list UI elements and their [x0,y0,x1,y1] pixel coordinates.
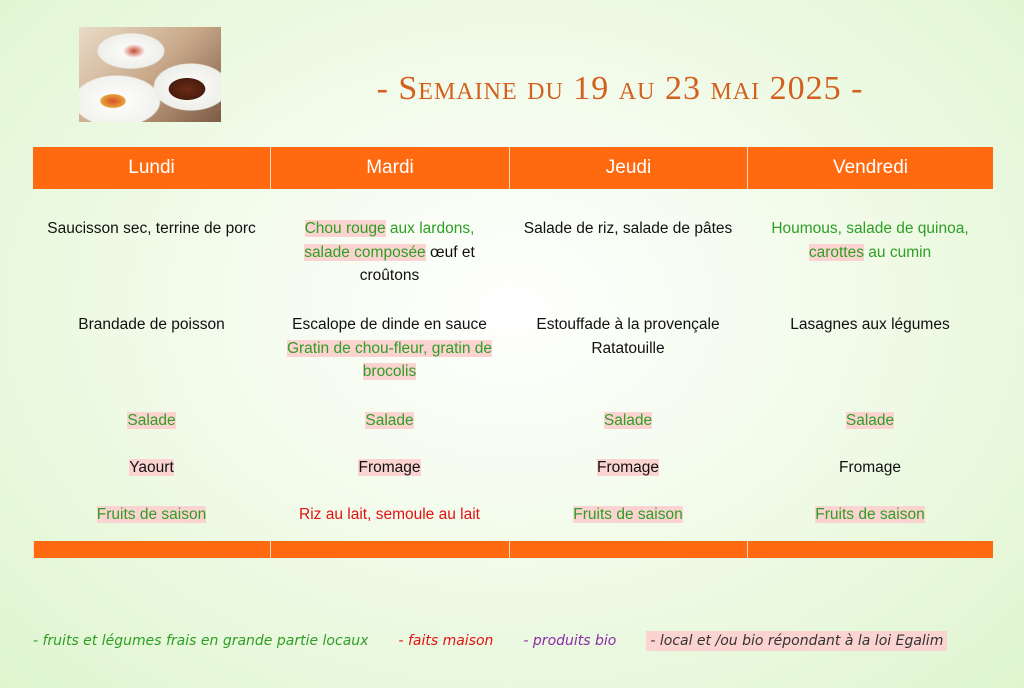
day-header-lundi: Lundi [33,147,270,189]
page-title: - Semaine du 19 au 23 mai 2025 - [376,70,864,107]
footer-bar-segment [270,541,509,558]
dairy-cell [597,456,659,503]
legend [33,628,993,654]
salad-text: Salade [603,412,653,429]
salad-text: Salade [127,412,176,429]
main-course-text: Lasagnes aux légumes [790,316,950,333]
main-course-text-2: Gratin de chou-fleur, gratin de brocolis [286,339,493,380]
dairy-text: Fromage [838,459,902,476]
dairy-text: Fromage [596,459,660,476]
dairy-cell [839,456,901,503]
dairy-cell [358,456,420,503]
starter-text-2: carottes [808,243,864,261]
main-course-text-1: Escalope de dinde en sauce [292,316,487,333]
starter-cell [47,189,256,313]
day-header-jeudi: Jeudi [509,147,747,189]
starter-text: Salade de riz, salade de pâtes [523,220,733,237]
salad-cell [604,409,652,456]
starter-cell [276,189,503,313]
main-course-text-2: Ratatouille [591,339,665,357]
main-course-cell [276,313,503,409]
legend-local-produce: - fruits et légumes frais en grande partie locaux [33,633,369,649]
dessert-cell [573,503,682,541]
menu-column-mardi [270,189,509,541]
menu-table [33,147,993,558]
day-header-vendredi: Vendredi [747,147,993,189]
day-header-mardi: Mardi [270,147,509,189]
menu-column-vendredi [747,189,993,541]
legend-egalim: - local et /ou bio répondant à la loi Egalim [646,631,947,651]
starter-cell [771,189,968,313]
dessert-cell [299,503,480,541]
footer-bar-segment [33,541,270,558]
main-course-cell [536,313,719,409]
starter-text-3: au cumin [863,243,932,261]
starter-text-1: Houmous, salade de quinoa, [771,220,969,237]
dairy-text: Fromage [358,459,421,476]
salad-cell [127,409,175,456]
salad-cell [846,409,894,456]
salad-cell [365,409,413,456]
dessert-cell [97,503,206,541]
main-course-cell [78,313,225,409]
footer-bar-segment [747,541,993,558]
legend-organic: - produits bio [523,633,617,649]
dairy-cell [129,456,174,503]
footer-bar-segment [509,541,747,558]
starter-text-3: salade composée [304,243,426,261]
menu-column-lundi [33,189,270,541]
starter-text-2: aux lardons, [385,220,475,237]
salad-text: Salade [845,412,895,429]
food-plates-photo [79,27,221,122]
starter-text-4: œuf et croûtons [359,243,475,284]
dessert-text: Fruits de saison [815,506,925,523]
starter-text-1: Chou rouge [304,220,386,237]
dessert-text: Fruits de saison [573,506,683,523]
dessert-cell [815,503,924,541]
dessert-text: Fruits de saison [96,506,207,523]
main-course-text: Brandade de poisson [78,316,225,333]
menu-column-jeudi [509,189,747,541]
salad-text: Salade [365,412,414,429]
dessert-text: Riz au lait, semoule au lait [299,506,480,523]
starter-cell [524,189,733,313]
dairy-text: Yaourt [129,459,174,476]
main-course-cell [790,313,949,409]
main-course-text-1: Estouffade à la provençale [536,316,720,333]
legend-homemade: - faits maison [398,633,494,649]
starter-text: Saucisson sec, terrine de porc [47,220,256,237]
